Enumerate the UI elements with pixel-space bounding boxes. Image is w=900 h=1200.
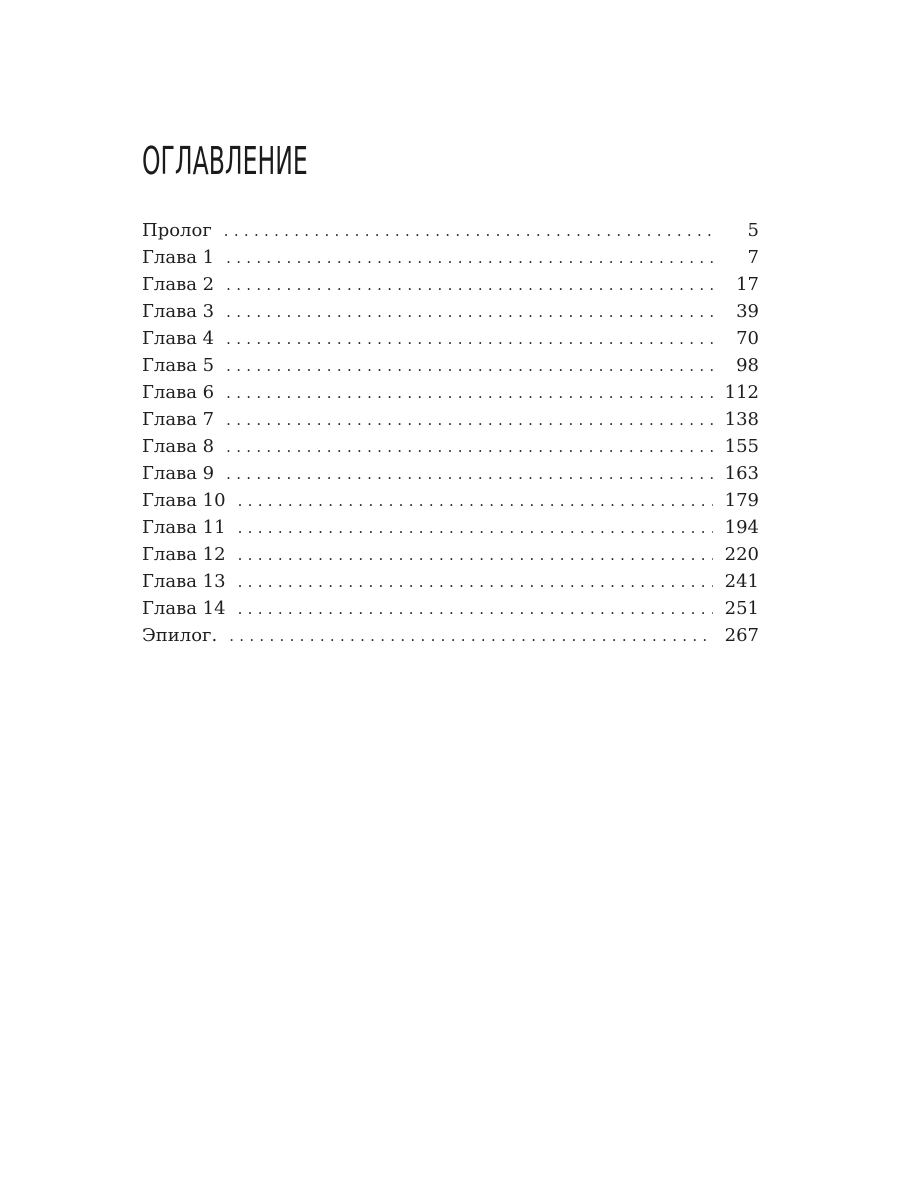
- dot-leader: [226, 299, 713, 326]
- toc-entry[interactable]: [142, 541, 759, 568]
- toc-entry-page: 138: [724, 409, 759, 430]
- toc-entry[interactable]: [142, 568, 759, 595]
- toc-entry-page: 241: [724, 571, 759, 592]
- toc-entry-label: Глава 6: [142, 382, 215, 403]
- toc-entry[interactable]: [142, 514, 759, 541]
- toc-entry-label: Глава 11: [142, 517, 226, 538]
- toc-entry-label: Глава 12: [142, 544, 226, 565]
- dot-leader: [226, 353, 713, 380]
- toc-entry-page: 251: [724, 598, 759, 619]
- dot-leader: [224, 218, 713, 245]
- dot-leader: [226, 434, 713, 461]
- toc-entry-label: Пролог: [142, 220, 212, 241]
- toc-entry-page: 179: [724, 490, 759, 511]
- toc-entry-page: 17: [736, 274, 759, 295]
- dot-leader: [238, 488, 713, 515]
- dot-leader: [229, 623, 713, 650]
- toc-entry-label: Глава 9: [142, 463, 215, 484]
- toc-entry-page: 39: [736, 301, 759, 322]
- toc-entry-page: 194: [724, 517, 759, 538]
- toc-entry[interactable]: [142, 406, 759, 433]
- toc-entry-page: 70: [736, 328, 759, 349]
- toc-entry-page: 98: [736, 355, 759, 376]
- toc-entry-label: Глава 2: [142, 274, 215, 295]
- toc-entry-label: Глава 7: [142, 409, 215, 430]
- toc-entry-label: Глава 1: [142, 247, 215, 268]
- page-title: ОГЛАВЛЕНИЕ: [142, 139, 308, 183]
- toc-entry[interactable]: [142, 352, 759, 379]
- dot-leader: [238, 596, 713, 623]
- toc-entry[interactable]: [142, 379, 759, 406]
- toc-entry[interactable]: [142, 433, 759, 460]
- toc-entry[interactable]: [142, 271, 759, 298]
- dot-leader: [226, 407, 713, 434]
- toc-entry-label: Эпилог.: [142, 625, 218, 646]
- table-of-contents: [142, 217, 759, 649]
- toc-entry[interactable]: [142, 298, 759, 325]
- toc-entry-page: 267: [724, 625, 759, 646]
- dot-leader: [226, 326, 713, 353]
- toc-entry[interactable]: [142, 622, 759, 649]
- toc-entry-label: Глава 4: [142, 328, 215, 349]
- toc-entry-label: Глава 3: [142, 301, 215, 322]
- toc-entry[interactable]: [142, 217, 759, 244]
- toc-entry-page: 163: [724, 463, 759, 484]
- toc-entry-page: 155: [724, 436, 759, 457]
- toc-entry-label: Глава 5: [142, 355, 215, 376]
- toc-entry-page: 7: [747, 247, 759, 268]
- toc-entry[interactable]: [142, 244, 759, 271]
- toc-entry-label: Глава 10: [142, 490, 226, 511]
- dot-leader: [226, 380, 713, 407]
- dot-leader: [226, 245, 713, 272]
- dot-leader: [238, 569, 713, 596]
- toc-entry[interactable]: [142, 460, 759, 487]
- toc-entry-page: 5: [747, 220, 759, 241]
- toc-entry[interactable]: [142, 595, 759, 622]
- dot-leader: [226, 461, 713, 488]
- toc-entry-label: Глава 8: [142, 436, 215, 457]
- toc-entry-label: Глава 14: [142, 598, 226, 619]
- dot-leader: [226, 272, 713, 299]
- toc-entry-label: Глава 13: [142, 571, 226, 592]
- toc-entry[interactable]: [142, 487, 759, 514]
- dot-leader: [238, 542, 713, 569]
- dot-leader: [238, 515, 713, 542]
- toc-entry-page: 220: [724, 544, 759, 565]
- toc-entry-page: 112: [724, 382, 759, 403]
- toc-entry[interactable]: [142, 325, 759, 352]
